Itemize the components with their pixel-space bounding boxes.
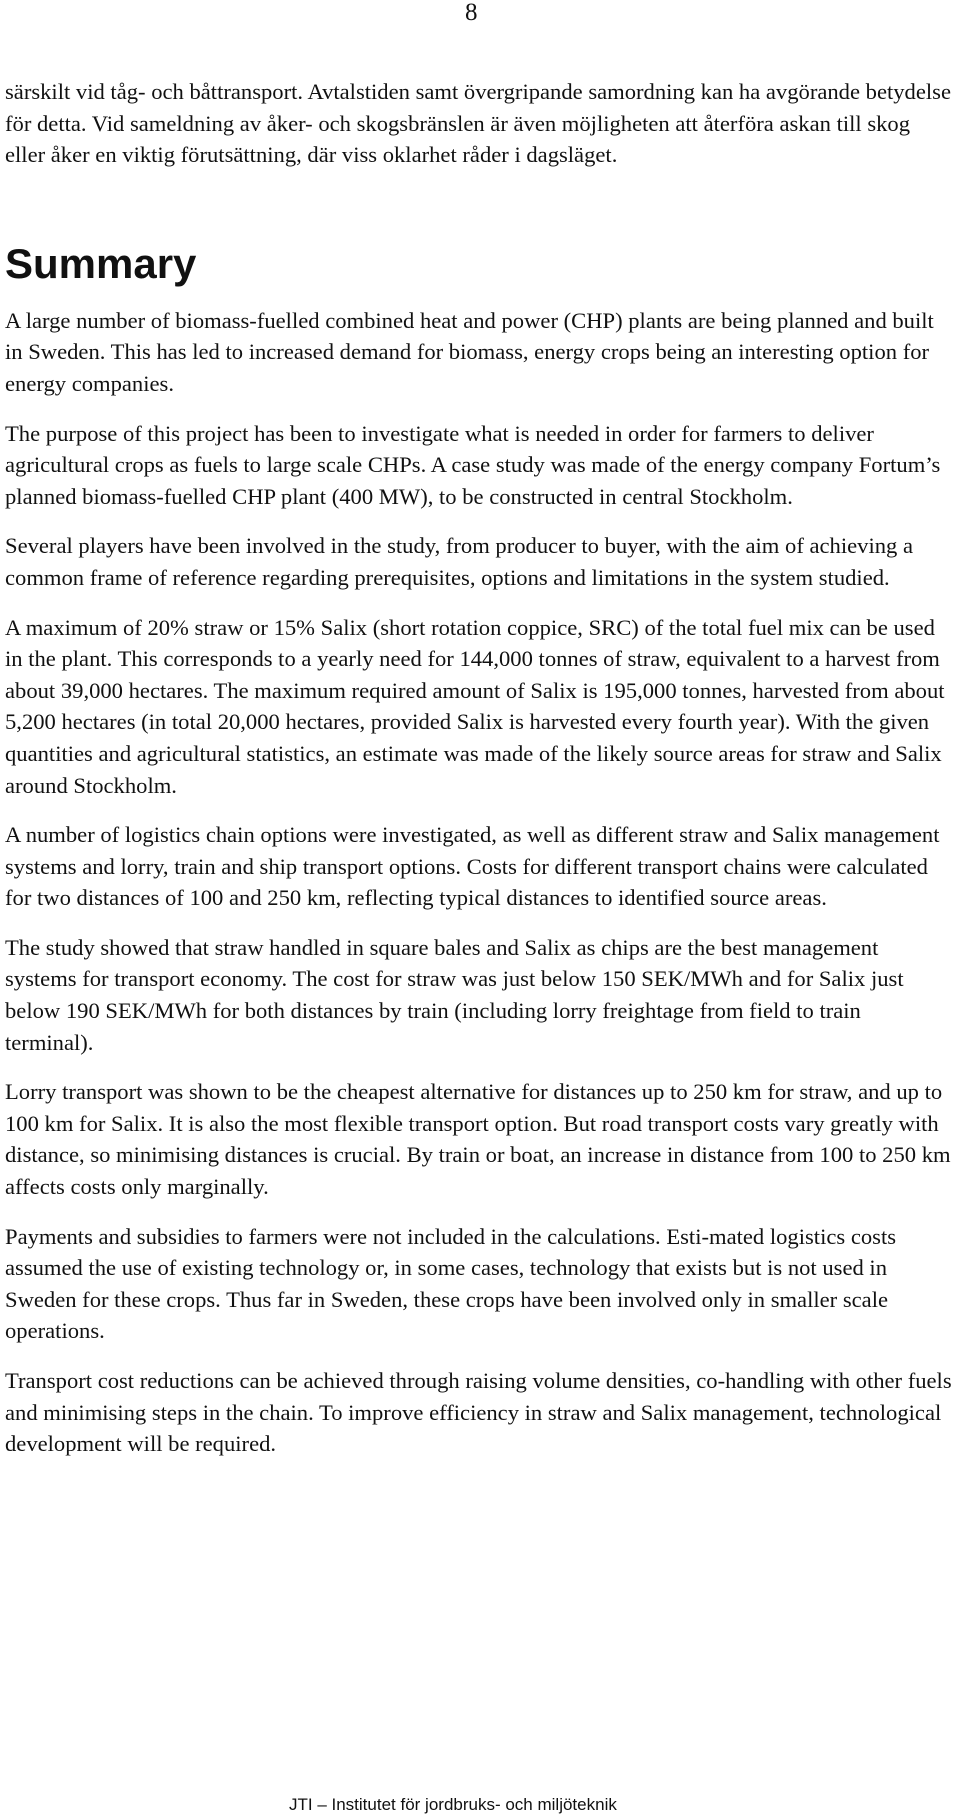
summary-paragraph: Lorry transport was shown to be the cheapest alternative for distances up to 250 km for straw, and up to 100 km for Salix. It is also the most flexible transport option. But road transport costs vary greatly with distance, so minimising distances is crucial. By train or boat, an increase in distance from 100 to 250 km affects costs only marginally. (5, 1079, 951, 1200)
summary-paragraph: A maximum of 20% straw or 15% Salix (short rotation coppice, SRC) of the total fuel mix can be used in the plant. This corresponds to a yearly need for 144,000 tonnes of straw, equivalent to a harvest from about 39,000 hectares. The maximum required amount of Salix is 195,000 tonnes, harvested from about 5,200 hectares (in total 20,000 hectares, provided Salix is harvested every fourth year). With the given quantities and agricultural statistics, an estimate was made of the likely source areas for straw and Salix around Stockholm. (5, 614, 945, 798)
intro-paragraph: särskilt vid tåg- och båttransport. Avtalstiden samt övergripande samordning kan ha avgörande betydelse för detta. Vid sameldning av åker- och skogsbränslen är även möjligheten att återföra askan till skog eller åker en viktig förutsättning, där viss oklarhet råder i dagsläget. (5, 79, 951, 168)
summary-paragraph: A number of logistics chain options were investigated, as well as different straw and Salix management systems and lorry, train and ship transport options. Costs for different transport chains were calculated for two distances of 100 and 250 km, reflecting typical distances to identified source areas. (5, 822, 940, 911)
page-number: 8 (465, 0, 478, 26)
summary-paragraph: Payments and subsidies to farmers were not included in the calculations. Esti-mated logistics costs assumed the use of existing technology or, in some cases, technology that exists but is not used in Sweden for these crops. Thus far in Sweden, these crops have been involved only in smaller scale operations. (5, 1223, 897, 1344)
summary-paragraph: The study showed that straw handled in square bales and Salix as chips are the best management systems for transport economy. The cost for straw was just below 150 SEK/MWh and for Salix just below 190 SEK/MWh for both distances by train (including lorry freightage from field to train terminal). (5, 934, 904, 1055)
page-footer: JTI – Institutet för jordbruks- och miljöteknik (289, 1795, 617, 1814)
summary-paragraph: Transport cost reductions can be achieved through raising volume densities, co-handling with other fuels and minimising steps in the chain. To improve efficiency in straw and Salix management, technological development will be required. (5, 1368, 952, 1457)
summary-paragraph: The purpose of this project has been to investigate what is needed in order for farmers to deliver agricultural crops as fuels to large scale CHPs. A case study was made of the energy company Fortum’s planned biomass-fuelled CHP plant (400 MW), to be constructed in central Stockholm. (5, 420, 941, 509)
summary-paragraph: Several players have been involved in the study, from producer to buyer, with the aim of achieving a common frame of reference regarding prerequisites, options and limitations in the system studied. (5, 533, 913, 590)
summary-heading: Summary (5, 239, 197, 287)
page-content (5, 76, 953, 1478)
summary-paragraph: A large number of biomass-fuelled combined heat and power (CHP) plants are being planned and built in Sweden. This has led to increased demand for biomass, energy crops being an interesting option for energy companies. (5, 307, 934, 396)
